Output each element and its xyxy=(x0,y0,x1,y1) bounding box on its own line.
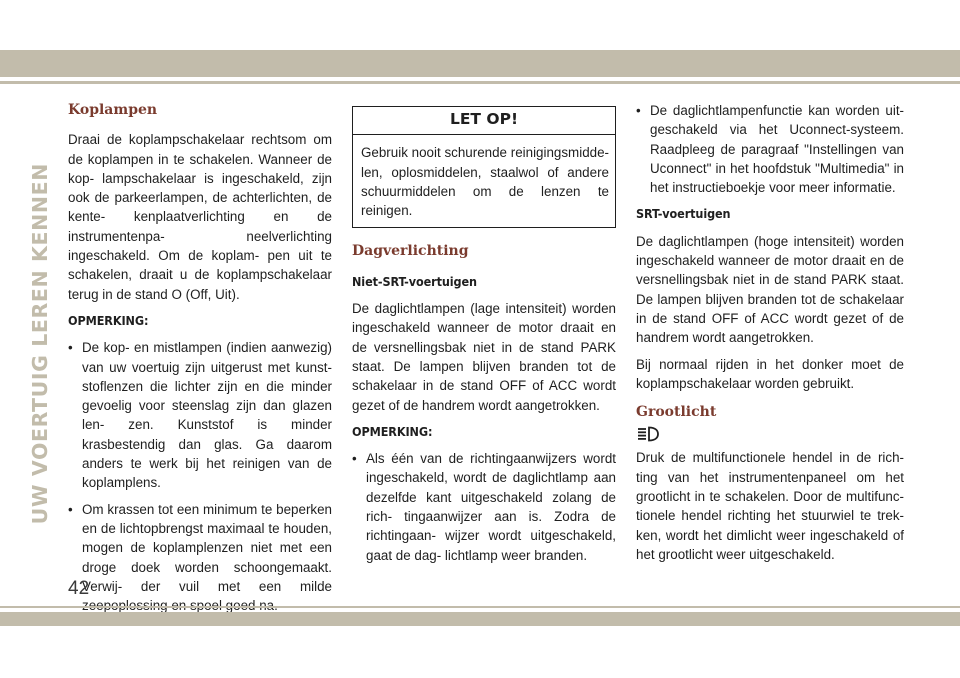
night-driving-paragraph: Bij normaal rijden in het donker moet de koplampschakelaar worden gebruikt. xyxy=(636,356,904,391)
warning-box xyxy=(352,106,616,228)
list-item xyxy=(68,338,332,492)
bullet-dot: • xyxy=(636,103,641,118)
note-label: OPMERKING: xyxy=(68,312,149,328)
column-2 xyxy=(352,101,616,572)
list-item xyxy=(352,449,616,565)
bottom-rule xyxy=(0,606,960,608)
bullet-text: Als één van de richtingaanwijzers wordt ingeschakeld, wordt de daglichtlamp aan dezelfde kant uitgeschakeld zolang de rich- tingaanwijzer aan is. Zodra de richtingaan- wijzer wordt uitgeschakeld, gaat de dag- lichtlamp weer branden. xyxy=(366,451,616,563)
warning-body: Gebruik nooit schurende reinigingsmidde- len, oplosmiddelen, staalwol of andere schuurmiddelen om de lenzen te reinigen. xyxy=(361,145,609,219)
bullet-text: De daglichtlampenfunctie kan worden uit- geschakeld via het Uconnect-systeem. Raadpleeg de paragraaf "Instellingen van Uconnect" in het hoofdstuk "Multimedia" in het instructieboekje voor meer informatie. xyxy=(650,103,904,196)
dagverlichting-paragraph: De daglichtlampen (lage intensiteit) worden ingeschakeld wanneer de motor draait en de versnellingsbak niet in de stand PARK staat. De lampen blijven branden tot de schakelaar in de stand OFF of ACC wordt gezet of de handrem wordt aangetrokken. xyxy=(352,301,616,413)
side-tab-label: UW VOERTUIG LEREN KENNEN xyxy=(28,163,52,525)
top-band xyxy=(0,50,960,77)
section-side-tab xyxy=(26,104,54,584)
high-beam-icon xyxy=(637,426,659,442)
bullet-dot: • xyxy=(68,501,73,517)
top-rule xyxy=(0,81,960,84)
bullet-dot: • xyxy=(352,451,357,467)
warning-title: LET OP! xyxy=(353,107,615,135)
bottom-band xyxy=(0,612,960,626)
heading-koplampen: Koplampen xyxy=(68,102,158,118)
sub-heading-srt: SRT-voertuigen xyxy=(636,206,731,222)
page-number: 42 xyxy=(68,578,90,599)
grootlicht-paragraph: Druk de multifunctionele hendel in de rich- ting van het instrumentenpaneel om het grootlicht in te schakelen. Door de multifunc- tionele hendel richting het stuurwiel te trek- ken, wordt het dimlicht weer ingeschakeld of het grootlicht weer uitgeschakeld. xyxy=(636,450,904,562)
list-item xyxy=(636,101,904,197)
srt-paragraph: De daglichtlampen (hoge intensiteit) worden ingeschakeld wanneer de motor draait en de versnellingsbak niet in de stand PARK staat. De lampen blijven branden tot de schakelaar in de stand OFF of ACC wordt gezet of de handrem wordt aangetrokken. xyxy=(636,233,904,346)
heading-grootlicht: Grootlicht xyxy=(636,404,717,421)
koplampen-paragraph: Draai de koplampschakelaar rechtsom om de koplampen in te schakelen. Wanneer de kop- lampschakelaar is ingeschakeld, zijn ook de parkeerlampen, de achterlichten, de kente- kenplaatverlichting en de instrumentenpa- neelverlichting ingeschakeld. Om de koplam- pen uit te schakelen, draait u de koplampschakelaar terug in de stand O (Off, Uit). xyxy=(68,132,332,302)
sub-heading-niet-srt: Niet-SRT-voertuigen xyxy=(352,273,477,289)
heading-dagverlichting: Dagverlichting xyxy=(352,243,469,260)
note-label: OPMERKING: xyxy=(352,423,433,439)
bullet-text: Om krassen tot een minimum te beperken en de lichtopbrengst maximaal te houden, mogen de koplamplenzen niet met een droge doek worden schoongemaakt. Verwij- der vuil met een milde xyxy=(82,501,332,594)
bullet-text: De kop- en mistlampen (indien aanwezig) van uw voertuig zijn uitgerust met kunst- stoflenzen die lichter zijn en die minder gevoelig voor steenslag zijn dan glazen len- zen. Kunststof is minder krasbestendig dan glas. Ga daarom anders te werk bij het reinigen van de koplamplens. xyxy=(82,340,332,491)
column-3 xyxy=(636,101,904,571)
column-1 xyxy=(68,101,332,622)
bullet-dot: • xyxy=(68,340,73,356)
list-item xyxy=(68,500,332,616)
